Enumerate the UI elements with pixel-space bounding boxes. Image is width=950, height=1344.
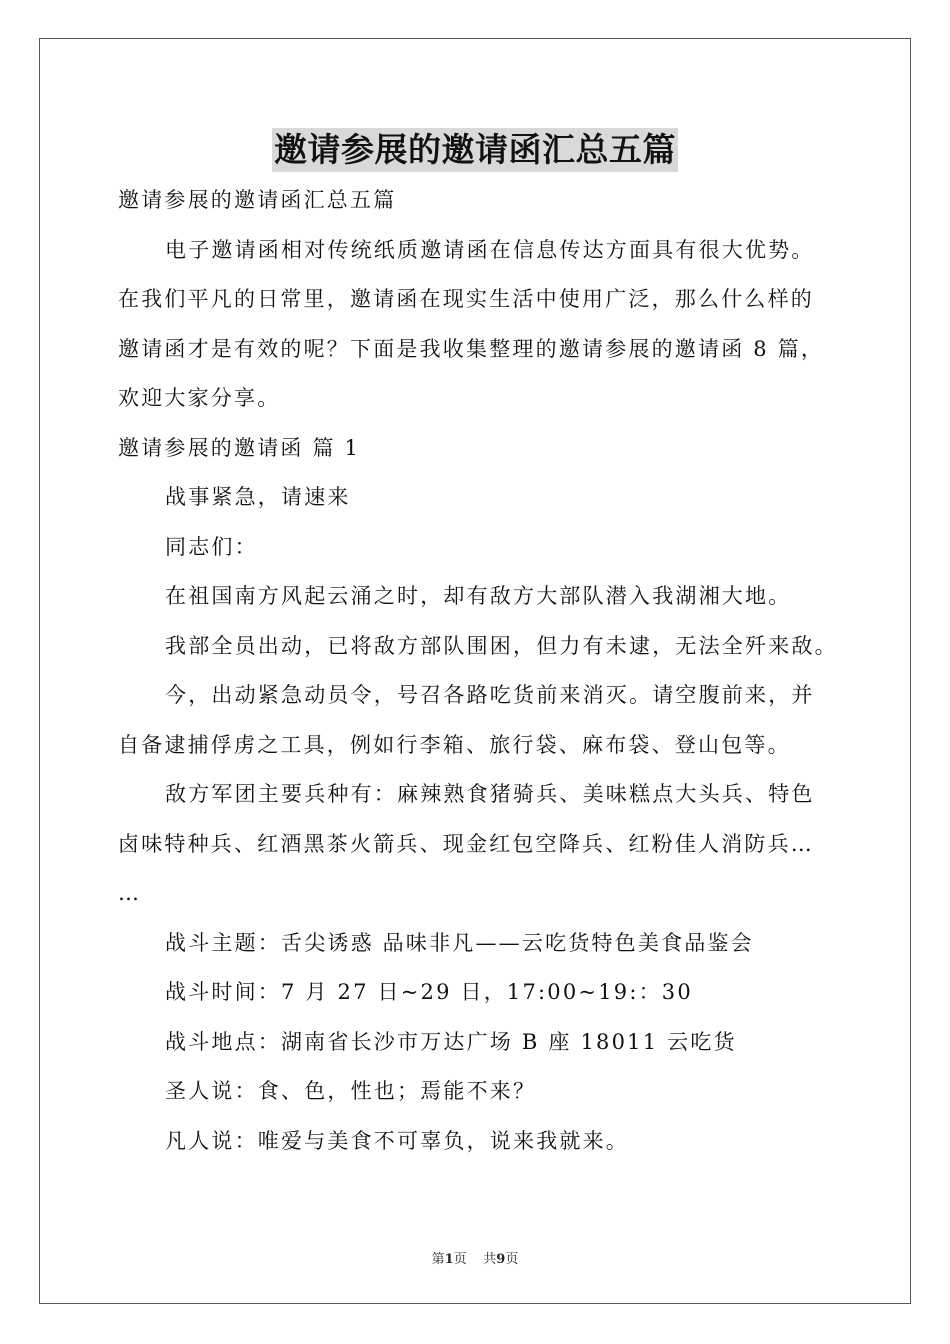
text-line: 卤味特种兵、红酒黑茶火箭兵、现金红包空降兵、红粉佳人消防兵… [118,831,814,856]
text-line: 邀请参展的邀请函 篇 1 [118,435,361,460]
text-line: 邀请参展的邀请函汇总五篇 [118,188,397,212]
text-line: 凡人说：唯爱与美食不可辜负，说来我就来。 [165,1128,629,1153]
text-line: 我部全员出动，已将敌方部队围困，但力有未逮，无法全歼来敌。 [165,633,838,658]
text-line: 电子邀请函相对传统纸质邀请函在信息传达方面具有很大优势。 [165,237,815,262]
text-line: 自备逮捕俘虏之工具，例如行李箱、旅行袋、麻布袋、登山包等。 [118,732,791,757]
document-body [118,176,858,1166]
text-line: 战斗主题：舌尖诱惑 品味非凡——云吃货特色美食品鉴会 [165,930,754,955]
text-line: 敌方军团主要兵种有：麻辣熟食猪骑兵、美味糕点大头兵、特色 [165,782,815,806]
text-line: 战斗时间：7 月 27 日~29 日，17:00~19:：30 [165,980,693,1004]
text-line: 战斗地点：湖南省长沙市万达广场 B 座 18011 云吃货 [165,1029,737,1054]
total-suffix: 页 [505,1252,519,1267]
total-prefix: 共 [483,1252,497,1267]
text-line: 在祖国南方风起云涌之时，却有敌方大部队潜入我湖湘大地。 [165,584,792,608]
text-line: 欢迎大家分享。 [118,386,281,410]
text-line: 今，出动紧急动员令，号召各路吃货前来消灭。请空腹前来，并 [165,683,815,707]
text-line: 在我们平凡的日常里，邀请函在现实生活中使用广泛，那么什么样的 [118,287,814,311]
page-current: 1 [444,1252,454,1267]
text-line: … [118,881,142,905]
text-line: 邀请函才是有效的呢？下面是我收集整理的邀请参展的邀请函 8 篇， [118,336,825,361]
page-prefix: 第 [431,1252,445,1267]
text-line: 同志们： [165,534,258,559]
page-suffix: 页 [453,1252,467,1267]
document-title: 邀请参展的邀请函汇总五篇 [272,128,678,172]
text-line: 战事紧急，请速来 [165,485,351,509]
page-footer [0,1248,950,1267]
page-total: 9 [496,1252,506,1267]
text-line: 圣人说：食、色，性也；焉能不来？ [165,1079,537,1103]
title-container [0,128,950,172]
